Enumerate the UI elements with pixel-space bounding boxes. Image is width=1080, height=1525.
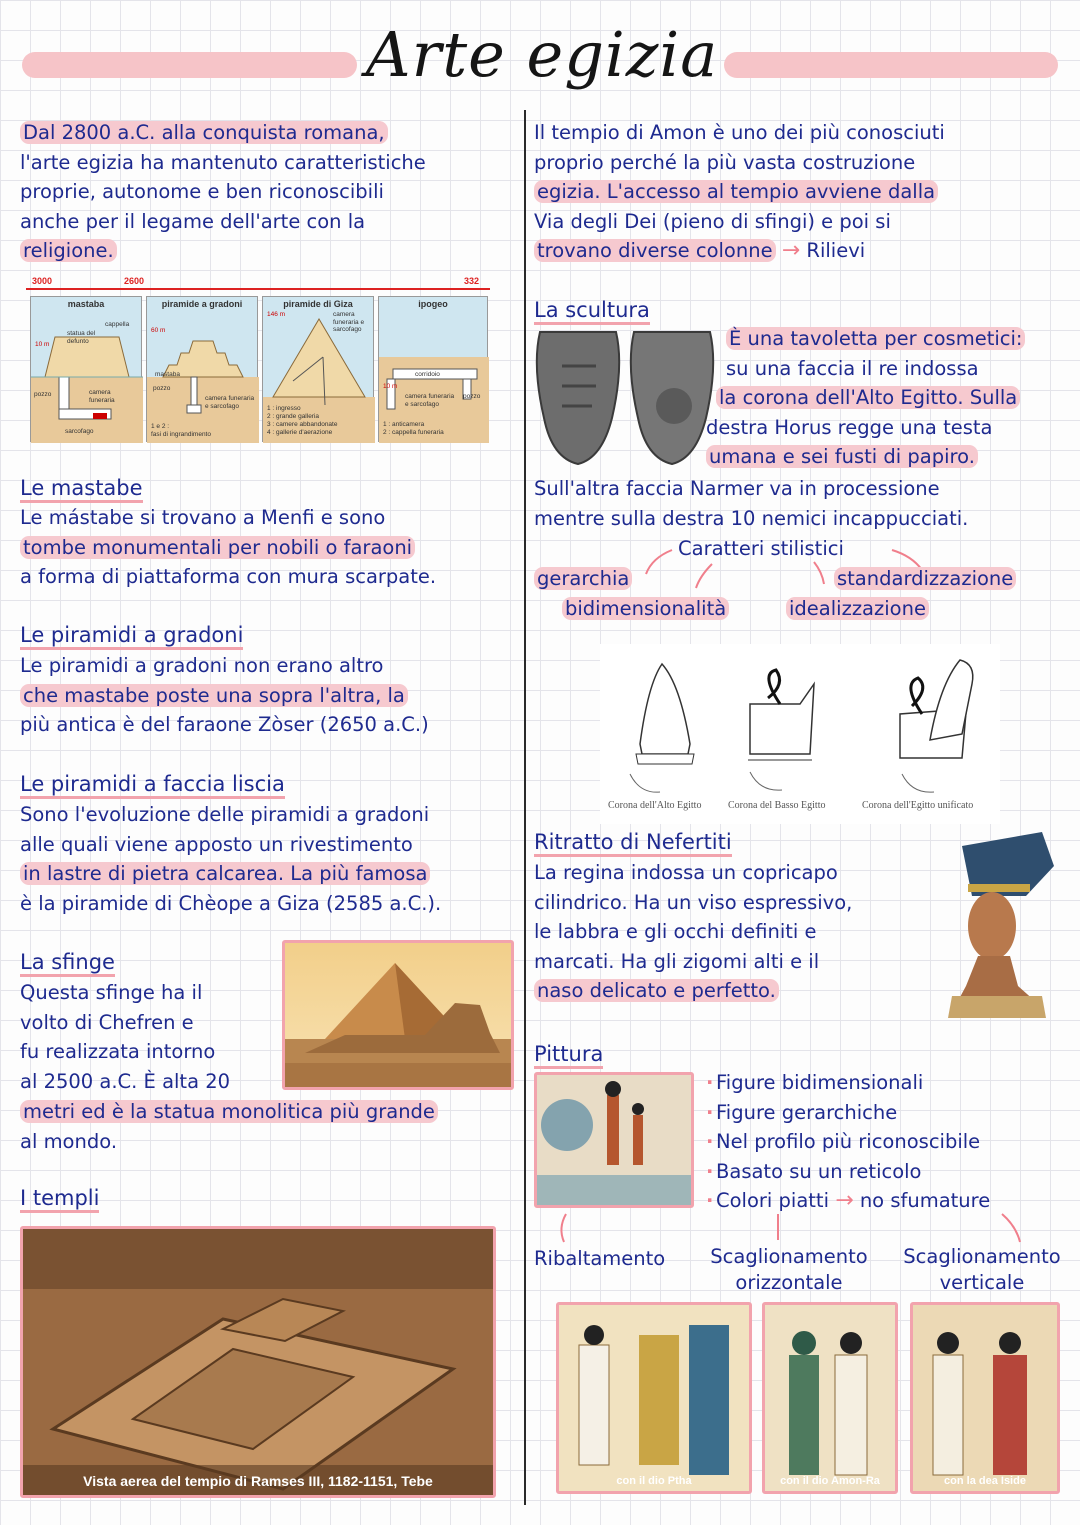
nefertiti-line-2: cilindrico. Ha un viso espressivo,: [534, 890, 853, 914]
gradoni-line-1: Le piramidi a gradoni non erano altro: [20, 654, 384, 677]
amon-paragraph: [534, 118, 1074, 266]
scultura-side-line-5: umana e sei fusti di papiro.: [706, 445, 978, 468]
gradoni-paragraph: [20, 651, 530, 740]
label-cappella-f: 2 : cappella funeraria: [383, 429, 444, 436]
label-galleria: 2 : grande galleria: [267, 413, 320, 420]
panel-title-giza: piramide di Giza: [283, 299, 353, 309]
caption-iside: con la dea Iside: [944, 1475, 1026, 1487]
liscia-line-2: alle quali viene apposto un rivestimento: [20, 832, 413, 856]
temple-caption: Vista aerea del tempio di Ramses III, 1182-1151, Tebe: [83, 1473, 433, 1489]
pittura-bullet-2: Figure gerarchiche: [716, 1100, 898, 1124]
technique-orizzontale: Scaglionamento orizzontale: [710, 1245, 868, 1294]
label-camera-2: camera funeraria e sarcofago: [205, 395, 255, 410]
liscia-paragraph: [20, 800, 530, 918]
amon-line-1: Il tempio di Amon è uno dei più conosciuti: [534, 121, 945, 144]
sfinge-paragraph: [20, 978, 280, 1096]
title-decor-right: [724, 52, 1058, 78]
label-cappella: cappella: [105, 321, 130, 328]
pittura-bullet-5: Colori piatti: [716, 1189, 829, 1213]
label-corridoio: corridoio: [415, 371, 440, 378]
sfinge-line-4: al 2500 a.C. È alta 20: [20, 1069, 231, 1093]
nefertiti-line-3: le labbra e gli occhi definiti e: [534, 920, 817, 944]
tomb-timeline-diagram: [26, 276, 490, 446]
pittura-bullet-1: Figure bidimensionali: [716, 1071, 924, 1094]
gradoni-heading: Le piramidi a gradoni: [20, 621, 243, 650]
amon-line-2: proprio perché la più vasta costruzione: [534, 150, 916, 174]
amon-line-5: trovano diverse colonne: [534, 239, 776, 262]
painting-ptha: [556, 1302, 752, 1494]
pittura-heading: Pittura: [534, 1040, 603, 1069]
crown-label-alto: Corona dell'Alto Egitto: [608, 800, 702, 811]
label-camera-4: camera funeraria e sarcofago: [405, 393, 455, 408]
painting-ptha-illustration: [559, 1305, 749, 1491]
amon-arrow-icon: →: [781, 238, 801, 264]
timeline-bar: [26, 288, 490, 290]
sfinge-wide-line-1: metri ed è la statua monolitica più grande: [20, 1100, 438, 1123]
gradoni-line-2: che mastabe poste una sopra l'altra, la: [20, 684, 408, 707]
panel-ipogeo: [378, 296, 488, 442]
narmer-palette-illustration: [532, 326, 718, 468]
temple-photo: [20, 1226, 496, 1498]
crown-label-basso: Corona del Basso Egitto: [728, 800, 826, 811]
label-10m-2: 10 m: [383, 383, 398, 390]
pittura-photo: [534, 1072, 694, 1208]
panel-gradoni: [146, 296, 258, 442]
nefertiti-bust-image: [942, 826, 1060, 1018]
templi-heading: I templi: [20, 1184, 99, 1213]
panel-title-ipogeo: ipogeo: [418, 299, 448, 309]
title-decor-left: [22, 52, 357, 78]
intro-line-1: Dal 2800 a.C. alla conquista romana,: [20, 121, 388, 144]
sfinge-line-1: Questa sfinge ha il: [20, 981, 203, 1004]
painting-iside-illustration: [913, 1305, 1057, 1491]
painting-amon-ra-illustration: [765, 1305, 895, 1491]
timeline-start: 3000: [32, 276, 53, 286]
label-pozzo-3: pozzo: [463, 393, 481, 400]
scultura-line-2: mentre sulla destra 10 nemici incappucciati.: [534, 506, 969, 530]
sphinx-illustration: [285, 943, 511, 1087]
label-pozzo-2: pozzo: [153, 385, 171, 392]
label-fasi-a: 1 e 2 :: [151, 423, 170, 430]
caratteri-idealizzazione: idealizzazione: [786, 594, 929, 624]
scultura-line-1: Sull'altra faccia Narmer va in processione: [534, 477, 940, 500]
mastaba-drawing: [31, 297, 143, 443]
caratteri-standardizzazione: standardizzazione: [834, 564, 1016, 594]
mastabe-line-2: tombe monumentali per nobili o faraoni: [20, 536, 415, 559]
intro-line-3: proprie, autonome e ben riconoscibili: [20, 180, 384, 204]
narmer-palette-image: [532, 326, 718, 468]
gradoni-line-3: più antica è del faraone Zòser (2650 a.C.): [20, 713, 429, 737]
caption-amon-ra: con il dio Amon-Ra: [780, 1475, 880, 1487]
mastabe-heading: Le mastabe: [20, 474, 143, 503]
pittura-arrow-target: no sfumature: [859, 1189, 991, 1213]
caratteri-title: Caratteri stilistici: [678, 537, 844, 560]
crowns-figure: [600, 644, 1000, 824]
label-camera-3: camera funeraria e sarcofago: [333, 311, 365, 333]
scultura-paragraph: [534, 474, 1074, 533]
amon-arrow-target: Rilievi: [806, 239, 866, 263]
label-camera: camera funeraria: [89, 389, 115, 404]
scultura-side-line-4: destra Horus regge una testa: [706, 415, 993, 439]
painting-amon-ra: [762, 1302, 898, 1494]
label-fasi-b: fasi di ingrandimento: [151, 431, 211, 438]
label-anticamera: 1 : anticamera: [383, 421, 425, 428]
sfinge-paragraph-wide: [20, 1097, 530, 1156]
timeline-end: 332: [464, 276, 480, 286]
painting-iside: [910, 1302, 1060, 1494]
scultura-side-paragraph: [706, 324, 1076, 472]
scultura-side-line-3: la corona dell'Alto Egitto. Sulla: [716, 386, 1020, 409]
nefertiti-paragraph: [534, 858, 944, 1006]
intro-line-2: l'arte egizia ha mantenuto caratteristiche: [20, 150, 426, 174]
intro-line-5: religione.: [20, 239, 117, 262]
label-mastaba: mastaba: [155, 371, 180, 378]
liscia-line-4: è la piramide di Chèope a Giza (2585 a.C.).: [20, 891, 442, 915]
sfinge-wide-line-2: al mondo.: [20, 1129, 118, 1153]
caratteri-bidimensionalita: bidimensionalità: [562, 594, 729, 624]
scultura-side-line-2: su una faccia il re indossa: [726, 356, 979, 380]
intro-line-4: anche per il legame dell'arte con la: [20, 209, 366, 233]
label-sarcofago: sarcofago: [65, 428, 94, 435]
technique-verticale: Scaglionamento verticale: [903, 1245, 1061, 1294]
gradoni-drawing: [147, 297, 259, 443]
liscia-line-1: Sono l'evoluzione delle piramidi a gradoni: [20, 803, 430, 826]
amon-line-4: Via degli Dei (pieno di sfingi) e poi si: [534, 209, 891, 233]
panel-mastaba: [30, 296, 142, 442]
label-abbandonate: 3 : camere abbandonate: [267, 421, 338, 428]
nefertiti-line-4: marcati. Ha gli zigomi alti e il: [534, 949, 820, 973]
label-statua: statua del defunto: [67, 330, 96, 345]
pittura-bullet-4: Basato su un reticolo: [716, 1159, 922, 1183]
caption-ptha: con il dio Ptha: [616, 1475, 692, 1487]
label-10m: 10 m: [35, 341, 50, 348]
liscia-line-3: in lastre di pietra calcarea. La più famosa: [20, 862, 430, 885]
pittura-bullet-3: Nel profilo più riconoscibile: [716, 1130, 981, 1154]
panel-giza: [262, 296, 374, 442]
mastabe-line-3: a forma di piattaforma con mura scarpate.: [20, 565, 437, 589]
nefertiti-line-5: naso delicato e perfetto.: [534, 979, 779, 1002]
amon-line-3: egizia. L'accesso al tempio avviene dalla: [534, 180, 938, 203]
panel-title-gradoni: piramide a gradoni: [161, 299, 243, 309]
timeline-mid: 2600: [124, 276, 145, 286]
crown-label-unificato: Corona dell'Egitto unificato: [862, 800, 974, 811]
nefertiti-heading: Ritratto di Nefertiti: [534, 828, 732, 857]
nefertiti-line-1: La regina indossa un copricapo: [534, 861, 838, 884]
label-aerazione: 4 : gallerie d'aerazione: [267, 429, 333, 436]
pittura-arrow-icon: →: [835, 1188, 854, 1214]
scultura-side-line-1: È una tavoletta per cosmetici:: [726, 327, 1025, 350]
panel-title-mastaba: mastaba: [67, 299, 105, 309]
mastabe-line-1: Le mástabe si trovano a Menfi e sono: [20, 506, 386, 529]
caratteri-gerarchia: gerarchia: [534, 564, 632, 594]
technique-arrows: [540, 1212, 1040, 1248]
label-146m: 146 m: [267, 311, 286, 318]
sfinge-line-2: volto di Chefren e: [20, 1010, 194, 1034]
sfinge-line-3: fu realizzata intorno: [20, 1040, 216, 1064]
sphinx-photo: [282, 940, 514, 1090]
scultura-heading: La scultura: [534, 296, 650, 325]
mastabe-paragraph: [20, 503, 530, 592]
label-pozzo: pozzo: [34, 391, 52, 398]
technique-ribaltamento: Ribaltamento: [534, 1247, 666, 1270]
page-title: Arte egizia: [365, 18, 719, 91]
intro-paragraph: [20, 118, 520, 266]
liscia-heading: Le piramidi a faccia liscia: [20, 770, 285, 799]
label-60m: 60 m: [151, 327, 166, 334]
crowns-drawing: [600, 644, 1000, 804]
sfinge-heading: La sfinge: [20, 948, 115, 977]
pittura-bullets: [706, 1068, 1076, 1216]
temple-illustration: [23, 1229, 493, 1495]
pittura-illustration: [537, 1075, 691, 1205]
nefertiti-illustration: [942, 826, 1060, 1018]
label-ingresso: 1 : ingresso: [267, 405, 301, 412]
